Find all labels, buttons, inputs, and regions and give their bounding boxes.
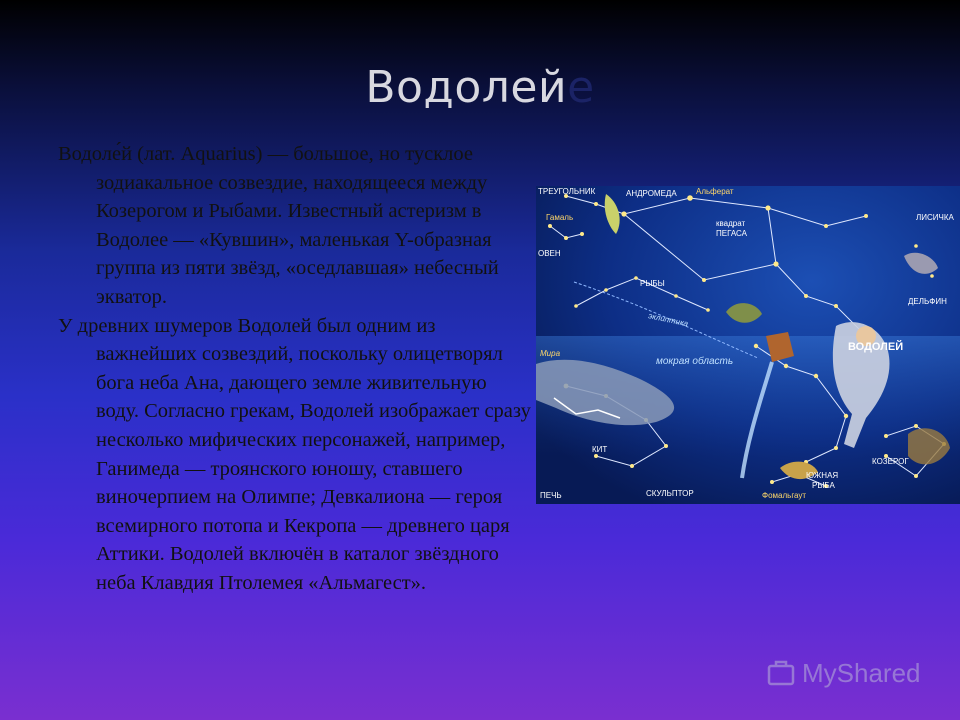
label-ryba: РЫБА xyxy=(812,481,835,490)
label-triangulum: ТРЕУГОЛЬНИК xyxy=(538,187,596,196)
watermark-text: MyShared xyxy=(802,657,921,688)
paragraph-2: У древних шумеров Водолей был одним из важнейших созвездий, поскольку олицетворял бога неба Ана, дающего земле живительную воду. Согласно грекам, Водолей изображает сразу несколько мифических персонажей, например, Ганимеда — троянского юношу, ставшего виночерпием на Олимпе; Девкалиона — героя всемирного потопа и Кекропа — древнего царя Аттики. Водолей включён в каталог звёздного неба Клавдия Птолемея «Альмагест». xyxy=(58,314,531,594)
label-andromeda: АНДРОМЕДА xyxy=(626,189,677,198)
label-kit: КИТ xyxy=(592,445,608,454)
label-mira: Мира xyxy=(540,349,561,358)
label-delfin: ДЕЛЬФИН xyxy=(908,297,947,306)
label-kvadrat: квадрат xyxy=(716,219,746,228)
myshared-logo-icon xyxy=(766,658,796,688)
label-fomalgaut: Фомальгаут xyxy=(762,491,807,500)
slide-title xyxy=(0,62,960,113)
label-oven: ОВЕН xyxy=(538,249,561,258)
label-kozerog: КОЗЕРОГ xyxy=(872,457,909,466)
label-yuzhnaya: ЮЖНАЯ xyxy=(806,471,839,480)
slide-title-main: Водолей xyxy=(365,62,568,113)
label-ecliptic: эклиптика xyxy=(647,311,689,329)
label-vodoley: ВОДОЛЕЙ xyxy=(848,341,904,353)
label-pech: ПЕЧЬ xyxy=(540,491,562,500)
label-alpheratz: Альферат xyxy=(696,187,734,196)
constellation-map xyxy=(536,186,960,504)
label-pegasus: ПЕГАСА xyxy=(716,229,747,238)
slide-body xyxy=(58,140,534,598)
paragraph-1: Водоле́й (лат. Aquarius) — большое, но тусклое зодиакальное созвездие, находящееся между Козерогом и Рыбами. Известный астеризм в Водолее — «Кувшин», маленькая Y-образная группа из пяти звёзд, «оседлавшая» небесный экватор. xyxy=(58,143,499,308)
label-ryby: РЫБЫ xyxy=(640,279,665,288)
label-lisichka: ЛИСИЧКА xyxy=(916,213,954,222)
myshared-watermark xyxy=(766,656,921,690)
slide-title-tail: е xyxy=(567,62,595,113)
label-mokraya: мокрая область xyxy=(656,356,734,367)
label-hamal: Гамаль xyxy=(546,213,574,222)
label-skulptor: СКУЛЬПТОР xyxy=(646,489,694,498)
constellation-map-image xyxy=(536,186,960,504)
